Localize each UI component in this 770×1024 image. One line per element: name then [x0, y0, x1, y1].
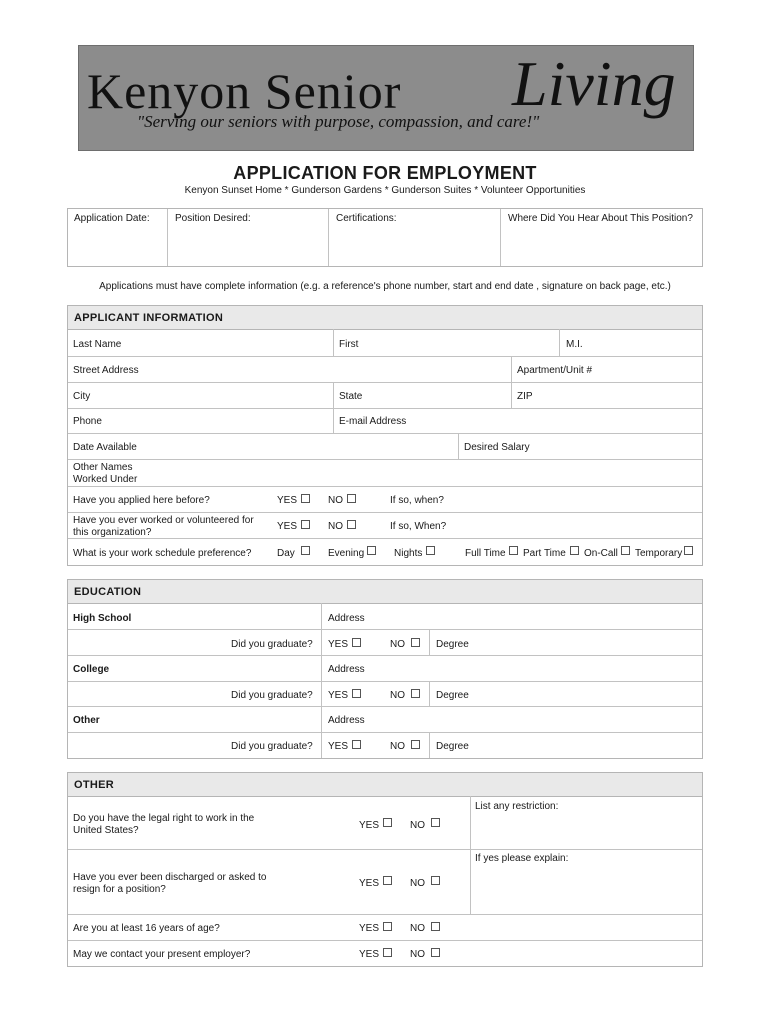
age-16-no-checkbox[interactable]	[431, 922, 440, 931]
high-school-degree-field[interactable]: Degree	[436, 639, 469, 650]
discharge-explain-field[interactable]: If yes please explain:	[475, 853, 569, 864]
applied-before-yes-checkbox[interactable]	[301, 494, 310, 503]
logo-main-text: Kenyon Senior	[87, 63, 402, 119]
worked-before-yes-checkbox[interactable]	[301, 520, 310, 529]
desired-salary-field[interactable]: Desired Salary	[464, 442, 530, 453]
discharged-yes-checkbox[interactable]	[383, 876, 392, 885]
evening-checkbox[interactable]	[367, 546, 376, 555]
day-checkbox[interactable]	[301, 546, 310, 555]
logo-script-text: Living	[512, 48, 676, 119]
worked-before-no-label: NO	[328, 521, 343, 532]
college-no-checkbox[interactable]	[411, 689, 420, 698]
nights-label: Nights	[394, 548, 423, 559]
discharged-question: Have you ever been discharged or asked to resign for a position?	[73, 872, 267, 895]
street-address-field[interactable]: Street Address	[73, 365, 139, 376]
page-title: APPLICATION FOR EMPLOYMENT	[233, 163, 537, 183]
applied-before-yes-label: YES	[277, 495, 298, 506]
legal-right-yes-label: YES	[359, 820, 380, 831]
legal-right-no-checkbox[interactable]	[431, 818, 440, 827]
last-name-field[interactable]: Last Name	[73, 339, 122, 350]
middle-initial-field[interactable]: M.I.	[566, 339, 583, 350]
worked-before-when-field[interactable]: If so, When?	[390, 521, 447, 532]
nights-checkbox[interactable]	[426, 546, 435, 555]
age-16-question: Are you at least 16 years of age?	[73, 923, 220, 934]
other-school-yes-label: YES	[328, 741, 349, 752]
other-names-field[interactable]: Other Names Worked Under	[73, 462, 138, 485]
full-time-checkbox[interactable]	[509, 546, 518, 555]
part-time-checkbox[interactable]	[570, 546, 579, 555]
other-school-no-checkbox[interactable]	[411, 740, 420, 749]
college-graduate-question: Did you graduate?	[231, 690, 313, 701]
education-heading: EDUCATION	[67, 579, 703, 604]
applied-before-no-label: NO	[328, 495, 343, 506]
education-table	[67, 603, 703, 759]
college-address-field[interactable]: Address	[328, 664, 365, 675]
college-label: College	[73, 664, 110, 675]
certifications-field[interactable]: Certifications:	[336, 213, 397, 224]
contact-employer-no-label: NO	[410, 949, 425, 960]
college-yes-label: YES	[328, 690, 349, 701]
applied-before-when-field[interactable]: If so, when?	[390, 495, 444, 506]
age-16-yes-label: YES	[359, 923, 380, 934]
temporary-label: Temporary	[635, 548, 683, 559]
other-school-label: Other	[73, 715, 100, 726]
other-heading: OTHER	[67, 772, 703, 797]
full-time-label: Full Time	[465, 548, 506, 559]
discharged-no-label: NO	[410, 878, 425, 889]
age-16-yes-checkbox[interactable]	[383, 922, 392, 931]
high-school-address-field[interactable]: Address	[328, 613, 365, 624]
apartment-field[interactable]: Apartment/Unit #	[517, 365, 593, 376]
college-degree-field[interactable]: Degree	[436, 690, 469, 701]
first-name-field[interactable]: First	[339, 339, 359, 350]
part-time-label: Part Time	[523, 548, 566, 559]
discharged-yes-label: YES	[359, 878, 380, 889]
logo-tagline: "Serving our seniors with purpose, compassion, and care!"	[137, 112, 540, 131]
high-school-no-label: NO	[390, 639, 405, 650]
on-call-checkbox[interactable]	[621, 546, 630, 555]
high-school-no-checkbox[interactable]	[411, 638, 420, 647]
contact-employer-yes-checkbox[interactable]	[383, 948, 392, 957]
contact-employer-no-checkbox[interactable]	[431, 948, 440, 957]
worked-volunteered-question: Have you ever worked or volunteered for this organization?	[73, 515, 254, 538]
high-school-graduate-question: Did you graduate?	[231, 639, 313, 650]
applied-before-no-checkbox[interactable]	[347, 494, 356, 503]
legal-right-question: Do you have the legal right to work in the United States?	[73, 813, 255, 836]
email-field[interactable]: E-mail Address	[339, 416, 407, 427]
other-school-no-label: NO	[390, 741, 405, 752]
college-yes-checkbox[interactable]	[352, 689, 361, 698]
college-no-label: NO	[390, 690, 405, 701]
city-field[interactable]: City	[73, 391, 91, 402]
schedule-pref-question: What is your work schedule preference?	[73, 548, 252, 559]
zip-field[interactable]: ZIP	[517, 391, 533, 402]
locations-line: Kenyon Sunset Home * Gunderson Gardens * Gunderson Suites * Volunteer Opportunities	[184, 185, 586, 196]
legal-right-no-label: NO	[410, 820, 425, 831]
applicant-info-heading: APPLICANT INFORMATION	[67, 305, 703, 330]
contact-employer-yes-label: YES	[359, 949, 380, 960]
position-desired-field[interactable]: Position Desired:	[175, 213, 251, 224]
list-restriction-field[interactable]: List any restriction:	[475, 801, 559, 812]
other-school-yes-checkbox[interactable]	[352, 740, 361, 749]
other-school-address-field[interactable]: Address	[328, 715, 365, 726]
company-logo	[78, 45, 694, 151]
high-school-label: High School	[73, 613, 132, 624]
where-heard-field[interactable]: Where Did You Hear About This Position?	[508, 213, 693, 224]
discharged-no-checkbox[interactable]	[431, 876, 440, 885]
application-date-field[interactable]: Application Date:	[74, 213, 150, 224]
completeness-notice: Applications must have complete information (e.g. a reference's phone number, start and end date , signature on back page, etc.)	[99, 281, 671, 292]
other-school-graduate-question: Did you graduate?	[231, 741, 313, 752]
legal-right-yes-checkbox[interactable]	[383, 818, 392, 827]
high-school-yes-checkbox[interactable]	[352, 638, 361, 647]
temporary-checkbox[interactable]	[684, 546, 693, 555]
high-school-yes-label: YES	[328, 639, 349, 650]
phone-field[interactable]: Phone	[73, 416, 102, 427]
date-available-field[interactable]: Date Available	[73, 442, 137, 453]
age-16-no-label: NO	[410, 923, 425, 934]
evening-label: Evening	[328, 548, 365, 559]
contact-employer-question: May we contact your present employer?	[73, 949, 251, 960]
other-school-degree-field[interactable]: Degree	[436, 741, 469, 752]
worked-before-yes-label: YES	[277, 521, 298, 532]
applied-before-question: Have you applied here before?	[73, 495, 210, 506]
day-label: Day	[277, 548, 295, 559]
application-header-table	[67, 208, 703, 267]
state-field[interactable]: State	[339, 391, 363, 402]
on-call-label: On-Call	[584, 548, 618, 559]
worked-before-no-checkbox[interactable]	[347, 520, 356, 529]
